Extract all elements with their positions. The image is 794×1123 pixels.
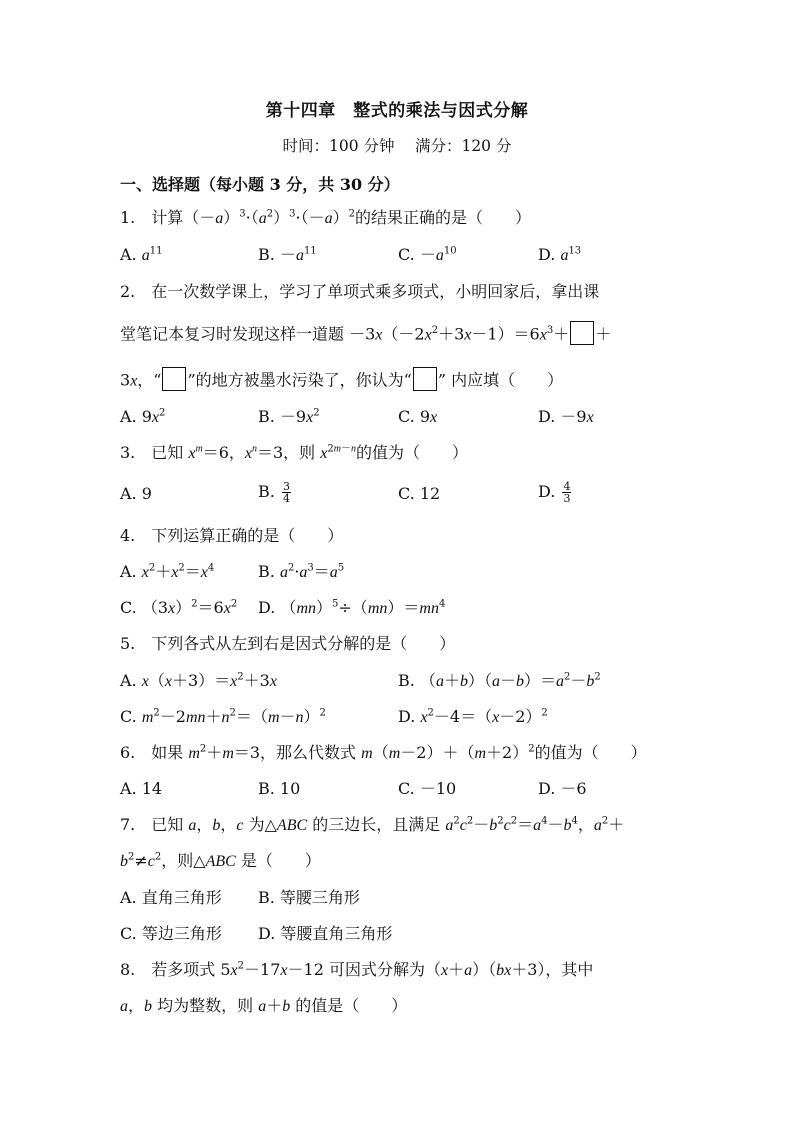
q6-option-a[interactable]: A. 14 <box>120 779 163 798</box>
q3-option-c[interactable]: C. 12 <box>398 484 441 503</box>
q4-option-c[interactable]: C. $(3x)^2=6x^2$ <box>120 598 238 617</box>
q4-option-d[interactable]: D. $(mn)^5\div(mn)=mn^4$ <box>258 598 446 617</box>
q1-option-a[interactable]: A. $a^{11}$ <box>120 245 163 264</box>
q7-option-b[interactable]: B. 等腰三角形 <box>258 888 360 907</box>
question-2-line-3: 3x，“ ”的地方被墨水污染了，你认为“ ” 内应填（ ） <box>120 369 563 393</box>
question-6: 6. 如果 $m^2+m=3$，那么代数式 $m(m-2)+(m+2)^2$的值为（ ） <box>120 743 647 762</box>
blank-box <box>570 321 594 345</box>
q1-option-d[interactable]: D. $a^{13}$ <box>538 245 582 264</box>
q3-option-d[interactable]: D. $\frac{4}{3}$ <box>538 480 571 505</box>
question-3: 3. 已知 $x^m=6$，$x^n=3$，则 $x^{2m-n}$的值为（ ） <box>120 443 469 462</box>
q2-option-a[interactable]: A. $9x^2$ <box>120 407 166 426</box>
q4-option-a[interactable]: A. $x^2+x^2=x^4$ <box>120 562 215 581</box>
question-4: 4. 下列运算正确的是（ ） <box>120 526 344 545</box>
exam-time-and-score: 时间：100 分钟 满分：120 分 <box>282 137 512 155</box>
q7-option-a[interactable]: A. 直角三角形 <box>120 888 222 907</box>
page-title: 第十四章 整式的乘法与因式分解 <box>265 101 529 121</box>
q5-option-a[interactable]: A. $x(x+3)=x^2+3x$ <box>120 671 277 690</box>
q5-option-c[interactable]: C. $m^2-2mn+n^2=(m-n)^2$ <box>120 707 326 726</box>
q5-option-b[interactable]: B. $(a+b)(a-b)=a^2-b^2$ <box>398 671 601 690</box>
section-heading-choice: 一、选择题（每小题 3 分，共 30 分） <box>120 175 400 194</box>
q7-option-c[interactable]: C. 等边三角形 <box>120 924 222 943</box>
question-7-line-1: 7. 已知 a，b，c 为△ABC 的三边长，且满足 $a^2c^2-b^2c^2=a^4-b^4$，$a^2+$ <box>120 815 625 834</box>
q2-option-d[interactable]: D. －9x <box>538 407 594 426</box>
q1-option-c[interactable]: C. $-a^{10}$ <box>398 245 457 264</box>
question-2-line-1: 2. 在一次数学课上，学习了单项式乘多项式，小明回家后，拿出课 <box>120 282 600 301</box>
q3-option-a[interactable]: A. 9 <box>120 484 152 503</box>
q2-option-b[interactable]: B. $-9x^2$ <box>258 407 320 426</box>
q6-option-c[interactable]: C. －10 <box>398 779 457 798</box>
question-7-line-2: $b^2\ne c^2$，则△ABC 是（ ） <box>120 851 321 870</box>
q2-option-c[interactable]: C. 9x <box>398 407 438 426</box>
q7-option-d[interactable]: D. 等腰直角三角形 <box>258 924 393 943</box>
q3-option-b[interactable]: B. $\frac{3}{4}$ <box>258 480 290 505</box>
q1-option-b[interactable]: B. $-a^{11}$ <box>258 245 317 264</box>
question-5: 5. 下列各式从左到右是因式分解的是（ ） <box>120 634 456 653</box>
question-8-line-2: a，b 均为整数，则 a＋b 的值是（ ） <box>120 996 408 1015</box>
q5-option-d[interactable]: D. $x^2-4=(x-2)^2$ <box>398 707 548 726</box>
blank-box <box>413 367 437 391</box>
q4-option-b[interactable]: B. $a^2\cdot a^3=a^5$ <box>258 562 345 581</box>
question-1: 1. 计算$(-a)^3\cdot(a^2)^3\cdot(-a)^2$的结果正确的是（ ） <box>120 208 532 227</box>
question-2-line-2: 堂笔记本复习时发现这样一道题 $-3x(-2x^2+3x-1)=6x^3+$ ＋ <box>120 323 611 347</box>
question-8-line-1: 8. 若多项式 $5x^2-17x-12$ 可因式分解为（x＋a）（bx＋3），其中 <box>120 960 594 979</box>
blank-box <box>162 367 186 391</box>
q6-option-d[interactable]: D. －6 <box>538 779 587 798</box>
q6-option-b[interactable]: B. 10 <box>258 779 301 798</box>
